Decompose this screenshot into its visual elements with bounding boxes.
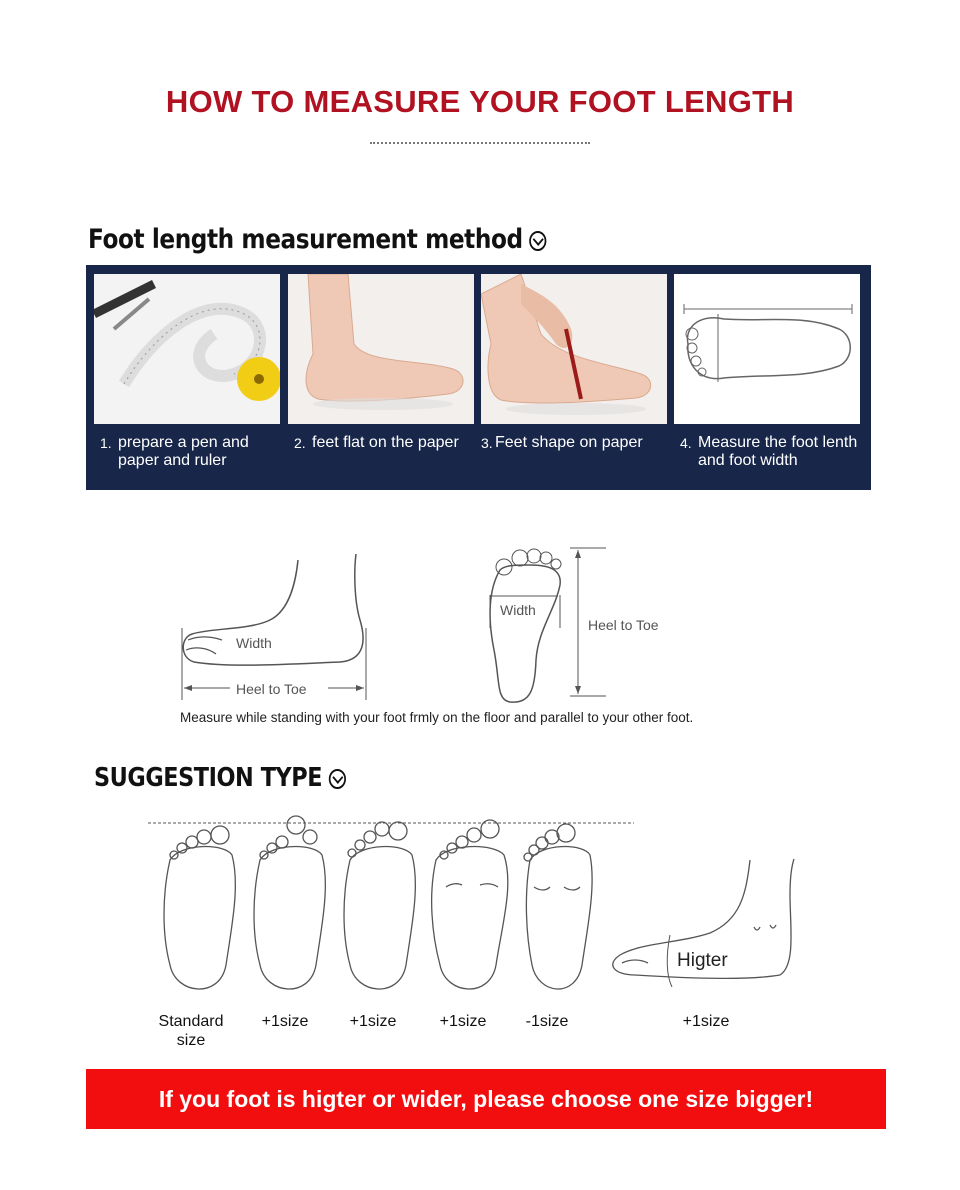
steps-panel xyxy=(86,265,871,490)
top-heel-to-toe-label: Heel to Toe xyxy=(588,617,659,633)
foot-trace-photo xyxy=(481,274,667,424)
type-label-3: +1size xyxy=(349,1013,397,1030)
foot-type-standard xyxy=(164,826,235,989)
foot-type-2 xyxy=(254,816,325,989)
type-label-standard: Standard size xyxy=(158,1013,224,1049)
step-2: 2. feet flat on the paper xyxy=(288,274,474,424)
type-label-6: +1size xyxy=(682,1013,730,1030)
size-warning-banner: If you foot is higter or wider, please choose one size bigger! xyxy=(86,1069,886,1129)
step-1: 1. prepare a pen and paper and ruler xyxy=(94,274,280,424)
ruler-pen-photo xyxy=(94,274,280,424)
type-label-4: +1size xyxy=(439,1013,487,1030)
chevron-down-icon xyxy=(530,231,547,251)
foot-type-4 xyxy=(432,820,508,989)
foot-flat-photo xyxy=(288,274,474,424)
title-divider xyxy=(370,142,590,150)
foot-outline-photo xyxy=(674,274,860,424)
foot-types-illustration xyxy=(140,815,820,1005)
higter-label: Higter xyxy=(677,950,728,971)
step-4: 4. Measure the foot lenth and foot width xyxy=(674,274,860,424)
foot-type-3 xyxy=(344,822,415,989)
side-heel-to-toe-label: Heel to Toe xyxy=(236,681,307,697)
type-label-5: -1size xyxy=(525,1013,569,1030)
type-label-2: +1size xyxy=(261,1013,309,1030)
foot-type-5 xyxy=(524,824,592,989)
top-width-label: Width xyxy=(500,602,536,618)
chevron-down-icon xyxy=(329,769,346,789)
side-width-label: Width xyxy=(236,635,272,651)
step-3: 3. Feet shape on paper xyxy=(481,274,667,424)
method-heading-text: Foot length measurement method xyxy=(88,224,523,255)
method-heading xyxy=(88,224,547,255)
suggestion-heading-text: SUGGESTION TYPE xyxy=(94,763,323,793)
measure-note: Measure while standing with your foot frmly on the floor and parallel to your other foot. xyxy=(180,710,694,725)
suggestion-heading xyxy=(94,763,346,793)
page-title: HOW TO MEASURE YOUR FOOT LENGTH xyxy=(165,84,795,119)
